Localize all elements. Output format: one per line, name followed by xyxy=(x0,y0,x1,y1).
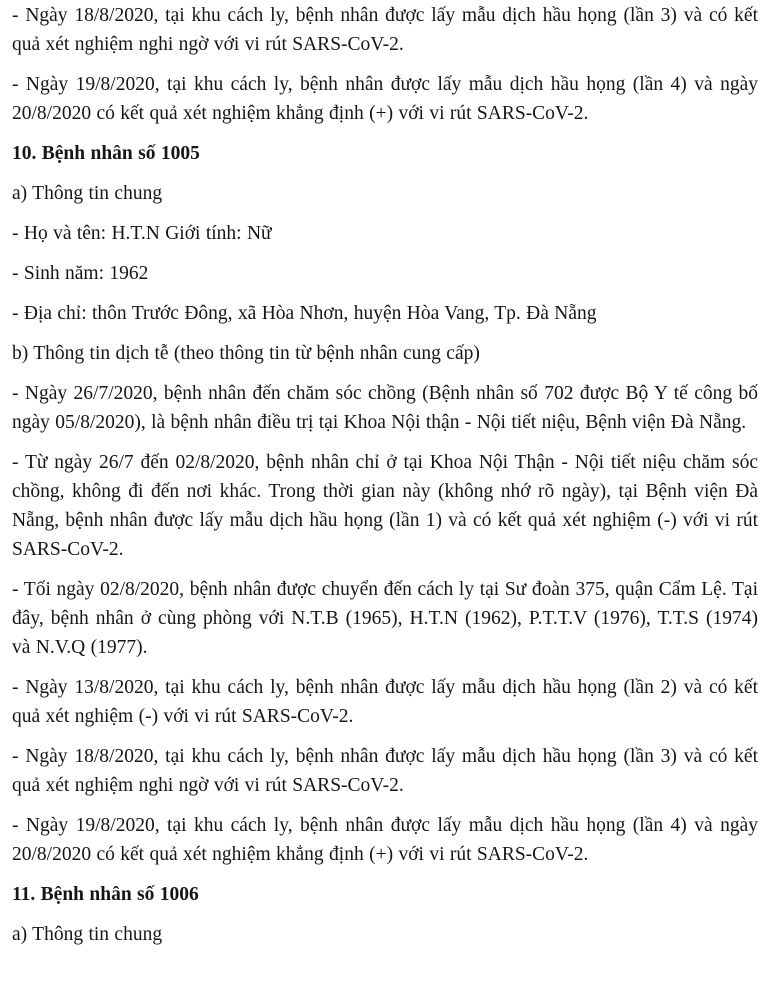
paragraph: - Ngày 18/8/2020, tại khu cách ly, bệnh nhân được lấy mẫu dịch hầu họng (lần 3) và có kết quả xét nghiệm nghi ngờ với vi rút SARS-CoV-2. xyxy=(12,746,758,796)
paragraph: - Địa chỉ: thôn Trước Đông, xã Hòa Nhơn, huyện Hòa Vang, Tp. Đà Nẵng xyxy=(12,303,597,324)
paragraph: - Ngày 13/8/2020, tại khu cách ly, bệnh nhân được lấy mẫu dịch hầu họng (lần 2) và có kết quả xét nghiệm (-) với vi rút SARS-CoV-2. xyxy=(12,677,758,727)
paragraph: b) Thông tin dịch tễ (theo thông tin từ bệnh nhân cung cấp) xyxy=(12,343,480,364)
section-heading: 10. Bệnh nhân số 1005 xyxy=(12,143,200,164)
paragraph: - Sinh năm: 1962 xyxy=(12,263,149,284)
paragraph: a) Thông tin chung xyxy=(12,183,163,204)
paragraph: a) Thông tin chung xyxy=(12,924,163,945)
section-heading: 11. Bệnh nhân số 1006 xyxy=(12,884,199,905)
paragraph: - Ngày 19/8/2020, tại khu cách ly, bệnh nhân được lấy mẫu dịch hầu họng (lần 4) và ngày 20/8/2020 có kết quả xét nghiệm khẳng định (+) với vi rút SARS-CoV-2. xyxy=(12,74,758,124)
document-content xyxy=(12,1,758,949)
paragraph: - Ngày 26/7/2020, bệnh nhân đến chăm sóc chồng (Bệnh nhân số 702 được Bộ Y tế công bố ngày 05/8/2020), là bệnh nhân điều trị tại Khoa Nội thận - Nội tiết niệu, Bệnh viện Đà Nẵng. xyxy=(12,383,758,433)
paragraph: - Từ ngày 26/7 đến 02/8/2020, bệnh nhân chỉ ở tại Khoa Nội Thận - Nội tiết niệu chăm sóc chồng, không đi đến nơi khác. Trong thời gian này (không nhớ rõ ngày), tại Bệnh viện Đà Nẵng, bệnh nhân được lấy mẫu dịch hầu họng (lần 1) và có kết quả xét nghiệm (-) với vi rút SARS-CoV-2. xyxy=(12,452,758,560)
paragraph: - Ngày 18/8/2020, tại khu cách ly, bệnh nhân được lấy mẫu dịch hầu họng (lần 3) và có kết quả xét nghiệm nghi ngờ với vi rút SARS-CoV-2. xyxy=(12,5,758,55)
paragraph: - Họ và tên: H.T.N Giới tính: Nữ xyxy=(12,223,272,244)
paragraph: - Ngày 19/8/2020, tại khu cách ly, bệnh nhân được lấy mẫu dịch hầu họng (lần 4) và ngày 20/8/2020 có kết quả xét nghiệm khẳng định (+) với vi rút SARS-CoV-2. xyxy=(12,815,758,865)
paragraph: - Tối ngày 02/8/2020, bệnh nhân được chuyển đến cách ly tại Sư đoàn 375, quận Cẩm Lệ. Tại đây, bệnh nhân ở cùng phòng với N.T.B (1965), H.T.N (1962), P.T.T.V (1976), T.T.S (1974) và N.V.Q (1977). xyxy=(12,579,758,658)
